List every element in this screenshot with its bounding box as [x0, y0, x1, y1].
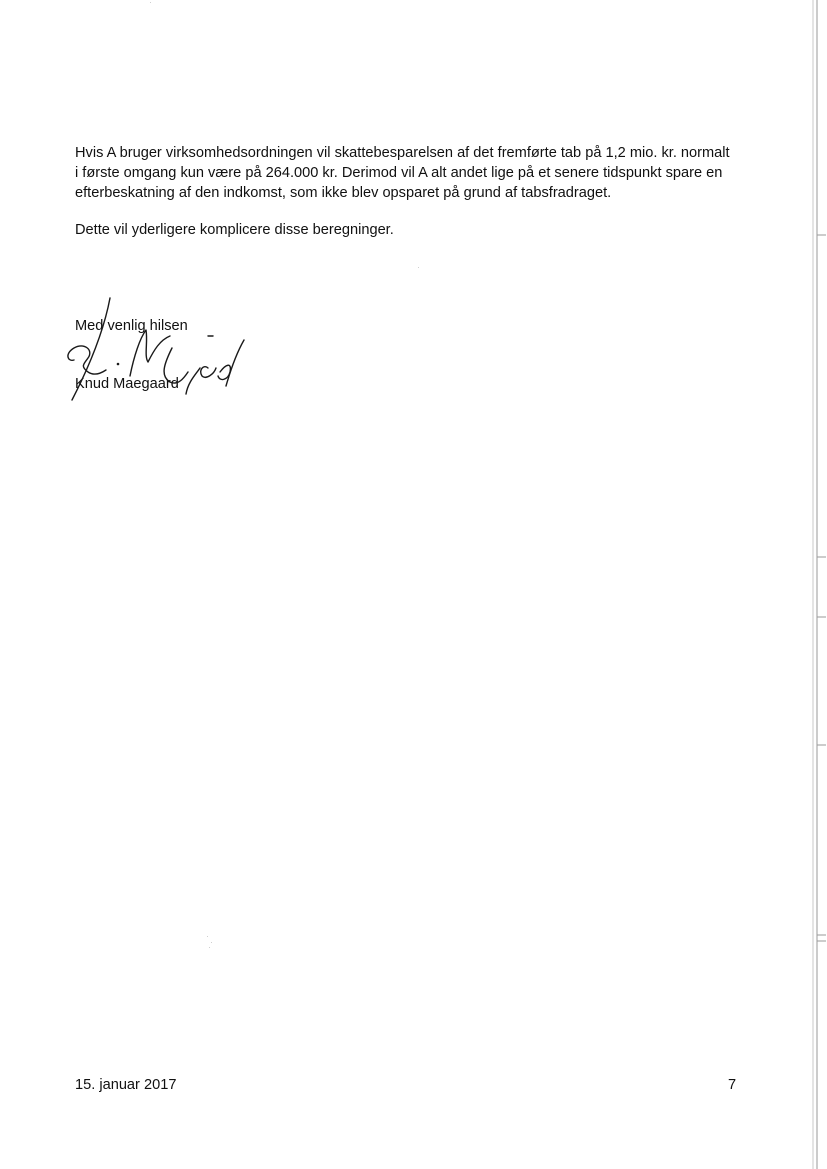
footer-page-number: 7 [728, 1077, 737, 1093]
footer-date: 15. januar 2017 [75, 1077, 177, 1093]
closing-salutation: Med venlig hilsen [75, 318, 188, 334]
scan-speck [150, 2, 151, 3]
body-paragraph-1-line-3: efterbeskatning af den indkomst, som ikke blev opsparet på grund af tabsfradraget. [75, 185, 612, 201]
body-paragraph-2-line-1: Dette vil yderligere komplicere disse beregninger. [75, 222, 394, 238]
body-paragraph-1-line-2: i første omgang kun være på 264.000 kr. Derimod vil A alt andet lige på et senere tidspunkt spare en [75, 165, 723, 181]
handwritten-signature [60, 290, 250, 405]
scan-speck [211, 942, 212, 943]
body-paragraph-1-line-1: Hvis A bruger virksomhedsordningen vil skattebesparelsen af det fremførte tab på 1,2 mio. kr. normalt [75, 145, 730, 161]
scan-speck [209, 947, 210, 948]
scan-speck [418, 267, 419, 268]
scan-edge-border [812, 0, 827, 1169]
body-paragraph-1 [75, 143, 775, 203]
body-paragraph-2 [75, 220, 775, 240]
scan-speck [207, 936, 208, 937]
signer-name: Knud Maegaard [75, 376, 179, 392]
